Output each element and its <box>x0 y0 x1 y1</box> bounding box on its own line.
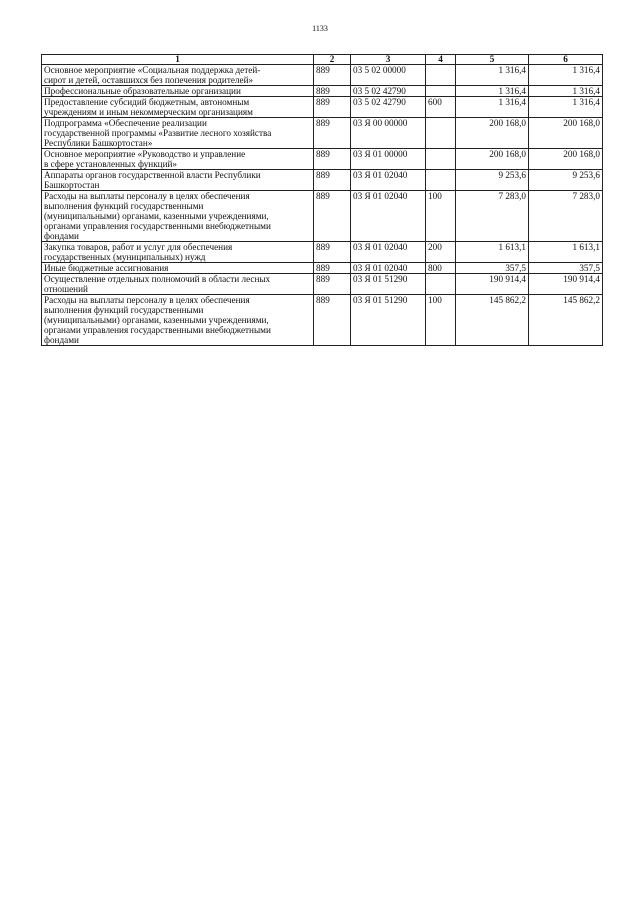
row-value-1: 357,5 <box>456 263 529 274</box>
column-header: 1 <box>42 55 314 65</box>
row-value-1: 7 283,0 <box>456 191 529 242</box>
row-value-2: 1 316,4 <box>529 65 603 86</box>
row-value-1: 145 862,2 <box>456 295 529 346</box>
column-header: 2 <box>314 55 351 65</box>
row-classifier: 03 Я 01 02040 <box>351 191 426 242</box>
row-value-2: 1 316,4 <box>529 86 603 97</box>
row-code: 889 <box>314 274 351 295</box>
column-header: 5 <box>456 55 529 65</box>
row-code: 889 <box>314 295 351 346</box>
row-type <box>426 149 456 170</box>
row-name: Основное мероприятие «Руководство и управление в сфере установленных функций» <box>42 149 314 170</box>
row-code: 889 <box>314 118 351 149</box>
row-value-2: 7 283,0 <box>529 191 603 242</box>
table-row <box>42 118 603 149</box>
row-value-1: 1 316,4 <box>456 65 529 86</box>
row-code: 889 <box>314 149 351 170</box>
row-type: 600 <box>426 97 456 118</box>
row-type <box>426 170 456 191</box>
row-type: 100 <box>426 191 456 242</box>
row-value-2: 190 914,4 <box>529 274 603 295</box>
row-code: 889 <box>314 191 351 242</box>
row-type: 100 <box>426 295 456 346</box>
row-value-1: 190 914,4 <box>456 274 529 295</box>
row-name: Расходы на выплаты персоналу в целях обеспечения выполнения функций государственными (муниципальными) органами, казенными учреждениями, органами управления государственными внебюджетными фондами <box>42 295 314 346</box>
table-row <box>42 97 603 118</box>
table-row <box>42 295 603 346</box>
table-row <box>42 274 603 295</box>
column-header: 4 <box>426 55 456 65</box>
row-type <box>426 118 456 149</box>
budget-table <box>41 54 603 346</box>
table-row <box>42 263 603 274</box>
row-type: 200 <box>426 242 456 263</box>
row-value-1: 9 253,6 <box>456 170 529 191</box>
row-classifier: 03 Я 01 51290 <box>351 274 426 295</box>
table-body <box>42 65 603 346</box>
row-classifier: 03 Я 00 00000 <box>351 118 426 149</box>
row-code: 889 <box>314 263 351 274</box>
row-classifier: 03 Я 01 02040 <box>351 170 426 191</box>
row-classifier: 03 5 02 42790 <box>351 97 426 118</box>
row-classifier: 03 5 02 00000 <box>351 65 426 86</box>
row-value-2: 357,5 <box>529 263 603 274</box>
row-classifier: 03 Я 01 02040 <box>351 263 426 274</box>
row-type <box>426 65 456 86</box>
row-name: Осуществление отдельных полномочий в области лесных отношений <box>42 274 314 295</box>
row-value-2: 9 253,6 <box>529 170 603 191</box>
row-name: Основное мероприятие «Социальная поддержка детей- сирот и детей, оставшихся без попечения родителей» <box>42 65 314 86</box>
row-value-2: 1 316,4 <box>529 97 603 118</box>
row-name: Расходы на выплаты персоналу в целях обеспечения выполнения функций государственными (муниципальными) органами, казенными учреждениями, органами управления государственными внебюджетными фондами <box>42 191 314 242</box>
row-code: 889 <box>314 170 351 191</box>
row-value-2: 145 862,2 <box>529 295 603 346</box>
row-value-1: 200 168,0 <box>456 149 529 170</box>
table-row <box>42 242 603 263</box>
page-number: 1133 <box>312 24 328 33</box>
row-value-2: 200 168,0 <box>529 118 603 149</box>
row-name: Подпрограмма «Обеспечение реализации государственной программы «Развитие лесного хозяйства Республики Башкортостан» <box>42 118 314 149</box>
row-classifier: 03 5 02 42790 <box>351 86 426 97</box>
row-code: 889 <box>314 65 351 86</box>
row-name: Предоставление субсидий бюджетным, автономным учреждениям и иным некоммерческим организациям <box>42 97 314 118</box>
header-row <box>42 55 603 65</box>
row-value-1: 1 613,1 <box>456 242 529 263</box>
row-type <box>426 86 456 97</box>
row-code: 889 <box>314 86 351 97</box>
row-type: 800 <box>426 263 456 274</box>
row-code: 889 <box>314 242 351 263</box>
row-classifier: 03 Я 01 02040 <box>351 242 426 263</box>
column-header: 6 <box>529 55 603 65</box>
table-row <box>42 65 603 86</box>
row-value-1: 1 316,4 <box>456 86 529 97</box>
row-name: Иные бюджетные ассигнования <box>42 263 314 274</box>
row-type <box>426 274 456 295</box>
row-value-1: 200 168,0 <box>456 118 529 149</box>
row-name: Профессиональные образовательные организации <box>42 86 314 97</box>
row-value-2: 200 168,0 <box>529 149 603 170</box>
row-classifier: 03 Я 01 00000 <box>351 149 426 170</box>
row-name: Закупка товаров, работ и услуг для обеспечения государственных (муниципальных) нужд <box>42 242 314 263</box>
row-code: 889 <box>314 97 351 118</box>
table-row <box>42 86 603 97</box>
row-value-1: 1 316,4 <box>456 97 529 118</box>
row-classifier: 03 Я 01 51290 <box>351 295 426 346</box>
table-row <box>42 149 603 170</box>
row-value-2: 1 613,1 <box>529 242 603 263</box>
column-header: 3 <box>351 55 426 65</box>
row-name: Аппараты органов государственной власти Республики Башкортостан <box>42 170 314 191</box>
table-row <box>42 191 603 242</box>
table-row <box>42 170 603 191</box>
